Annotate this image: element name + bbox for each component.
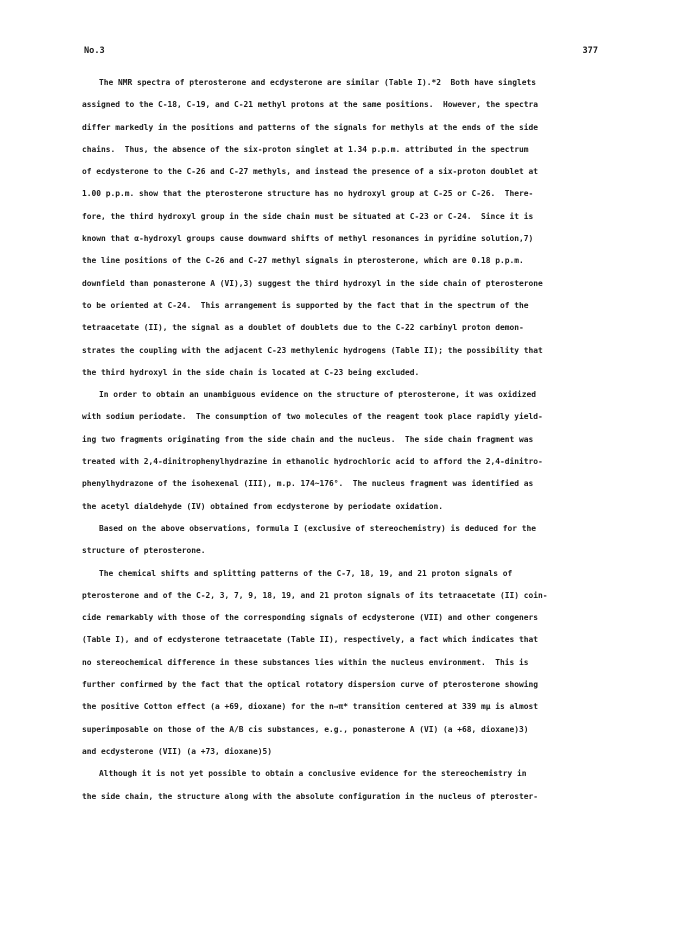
text-line: superimposable on those of the A/B cis substances, e.g., ponasterone A (VI) (a +68, dioxane)3) bbox=[82, 724, 529, 734]
text-line: the positive Cotton effect (a +69, dioxane) for the n→π* transition centered at 339 mμ is almost bbox=[82, 702, 539, 712]
journal-issue: No.3 bbox=[84, 46, 105, 56]
article-body bbox=[82, 72, 607, 808]
text-line: the line positions of the C-26 and C-27 methyl signals in pterosterone, which are 0.18 p.p.m. bbox=[82, 256, 524, 266]
text-line: 1.00 p.p.m. show that the pterosterone structure has no hydroxyl group at C-25 or C-26. There- bbox=[82, 189, 534, 199]
text-line: In order to obtain an unambiguous evidence on the structure of pterosterone, it was oxidized bbox=[99, 390, 537, 400]
text-line: differ markedly in the positions and patterns of the signals for methyls at the ends of the side bbox=[82, 122, 539, 132]
text-line: structure of pterosterone. bbox=[82, 546, 206, 556]
text-line: (Table I), and of ecdysterone tetraacetate (Table II), respectively, a fact which indicates that bbox=[82, 635, 539, 645]
text-line: to be oriented at C-24. This arrangement is supported by the fact that in the spectrum of the bbox=[82, 300, 529, 310]
text-line: with sodium periodate. The consumption of two molecules of the reagent took place rapidly yield- bbox=[82, 412, 543, 422]
text-line: no stereochemical difference in these substances lies within the nucleus environment. This is bbox=[82, 657, 529, 667]
text-line: Although it is not yet possible to obtain a conclusive evidence for the stereochemistry in bbox=[99, 769, 527, 779]
text-line: The chemical shifts and splitting patterns of the C-7, 18, 19, and 21 proton signals of bbox=[99, 568, 513, 578]
text-line: phenylhydrazone of the isohexenal (III), m.p. 174~176°. The nucleus fragment was identified as bbox=[82, 479, 534, 489]
text-line: pterosterone and of the C-2, 3, 7, 9, 18, 19, and 21 proton signals of its tetraacetate (II) coin- bbox=[82, 590, 548, 600]
page-header bbox=[84, 46, 598, 60]
text-line: treated with 2,4-dinitrophenylhydrazine in ethanolic hydrochloric acid to afford the 2,4-dinitro- bbox=[82, 457, 543, 467]
text-line: of ecdysterone to the C-26 and C-27 methyls, and instead the presence of a six-proton doublet at bbox=[82, 167, 539, 177]
text-line: and ecdysterone (VII) (a +73, dioxane)5) bbox=[82, 746, 273, 756]
text-line: assigned to the C-18, C-19, and C-21 methyl protons at the same positions. However, the spectra bbox=[82, 100, 539, 110]
text-line: strates the coupling with the adjacent C-23 methylenic hydrogens (Table II); the possibility that bbox=[82, 345, 543, 355]
text-line: Based on the above observations, formula I (exclusive of stereochemistry) is deduced for the bbox=[99, 523, 537, 533]
text-line: chains. Thus, the absence of the six-proton singlet at 1.34 p.p.m. attributed in the spectrum bbox=[82, 144, 529, 154]
text-line: ing two fragments originating from the side chain and the nucleus. The side chain fragment was bbox=[82, 434, 534, 444]
text-line: tetraacetate (II), the signal as a doublet of doublets due to the C-22 carbinyl proton demon- bbox=[82, 323, 524, 333]
text-line: The NMR spectra of pterosterone and ecdysterone are similar (Table I).*2 Both have singlets bbox=[99, 78, 537, 87]
text-line: further confirmed by the fact that the optical rotatory dispersion curve of pterosterone showing bbox=[82, 680, 539, 690]
text-line: fore, the third hydroxyl group in the side chain must be situated at C-23 or C-24. Since it is bbox=[82, 211, 534, 221]
text-line: the side chain, the structure along with the absolute configuration in the nucleus of pteroster- bbox=[82, 791, 539, 801]
text-line: the third hydroxyl in the side chain is located at C-23 being excluded. bbox=[82, 367, 420, 377]
text-line: downfield than ponasterone A (VI),3) suggest the third hydroxyl in the side chain of pterosterone bbox=[82, 278, 543, 288]
text-line: the acetyl dialdehyde (IV) obtained from ecdysterone by periodate oxidation. bbox=[82, 501, 444, 511]
text-line: known that α-hydroxyl groups cause downward shifts of methyl resonances in pyridine solution,7) bbox=[82, 234, 534, 244]
text-line: cide remarkably with those of the corresponding signals of ecdysterone (VII) and other congeners bbox=[82, 613, 539, 623]
page-number: 377 bbox=[582, 46, 598, 56]
